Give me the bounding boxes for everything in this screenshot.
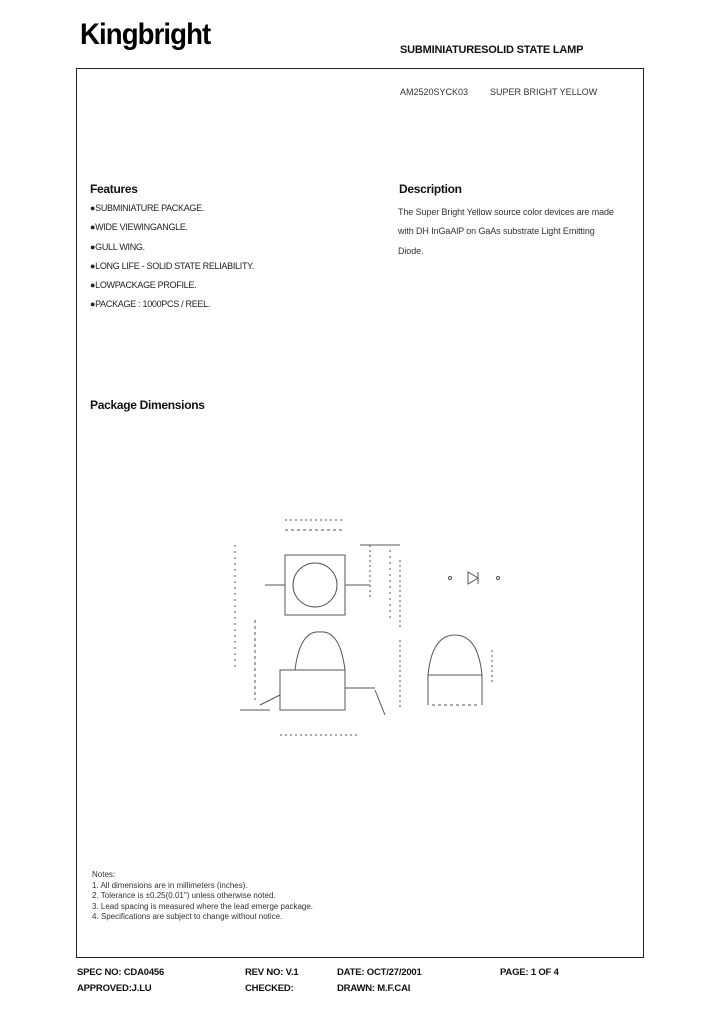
note-item: 3. Lead spacing is measured where the lead emerge package. bbox=[92, 901, 314, 911]
list-item: ●SUBMINIATURE PACKAGE. bbox=[90, 203, 205, 213]
note-item: 1. All dimensions are in millimeters (inches). bbox=[92, 880, 248, 890]
features-list bbox=[90, 203, 254, 319]
description-line: The Super Bright Yellow source color devices are made bbox=[398, 207, 614, 217]
kingbright-logo: Kingbright bbox=[80, 18, 211, 51]
document-title: SUBMINIATURESOLID STATE LAMP bbox=[400, 44, 584, 56]
list-item: ●WIDE VIEWINGANGLE. bbox=[90, 222, 188, 233]
notes-heading: Notes: bbox=[92, 870, 116, 879]
right-view-dome bbox=[428, 635, 482, 675]
page-number: PAGE: 1 OF 4 bbox=[500, 967, 559, 978]
side-view-dome bbox=[295, 632, 345, 670]
note-item: 4. Specifications are subject to change without notice. bbox=[92, 912, 283, 922]
notes-section bbox=[92, 870, 313, 923]
approved-by: APPROVED:J.LU bbox=[77, 983, 152, 994]
list-item: ●LOWPACKAGE PROFILE. bbox=[90, 280, 197, 291]
list-item: ●LONG LIFE - SOLID STATE RELIABILITY. bbox=[90, 260, 254, 271]
list-item: ●PACKAGE : 1000PCS / REEL. bbox=[90, 299, 211, 310]
features-heading: Features bbox=[90, 182, 138, 196]
package-dimensions-drawing bbox=[200, 500, 520, 740]
note-item: 2. Tolerance is ±0.25(0.01") unless otherwise noted. bbox=[92, 891, 276, 901]
description-heading: Description bbox=[399, 182, 462, 196]
list-item: ●GULL WING. bbox=[90, 241, 145, 252]
diode-symbol bbox=[468, 572, 478, 584]
checked-by: CHECKED: bbox=[245, 983, 294, 994]
drawn-by: DRAWN: M.F.CAI bbox=[337, 983, 411, 994]
revision-number: REV NO: V.1 bbox=[245, 967, 299, 978]
description-line: with DH InGaAlP on GaAs substrate Light Emitting bbox=[398, 226, 595, 237]
side-view-body bbox=[280, 670, 345, 710]
part-color: SUPER BRIGHT YELLOW bbox=[490, 87, 598, 97]
part-number: AM2520SYCK03 bbox=[400, 87, 469, 97]
date: DATE: OCT/27/2001 bbox=[337, 967, 422, 978]
description-body bbox=[398, 203, 640, 261]
top-view-body bbox=[285, 555, 345, 615]
description-line: Diode. bbox=[398, 245, 424, 256]
spec-number: SPEC NO: CDA0456 bbox=[77, 967, 165, 978]
package-dimensions-heading: Package Dimensions bbox=[90, 398, 205, 412]
top-view-lens bbox=[293, 563, 337, 607]
